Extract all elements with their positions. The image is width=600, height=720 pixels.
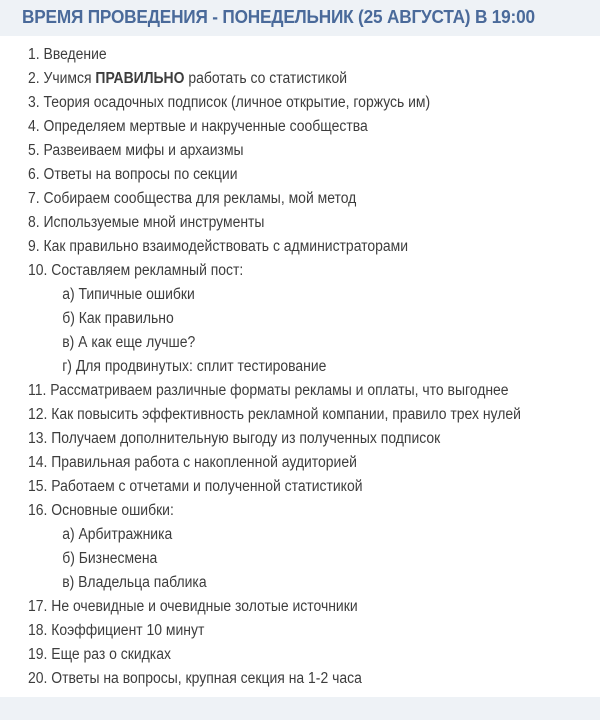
item-prefix: 18.: [28, 622, 52, 639]
header-bar: [0, 0, 600, 36]
item-text: Теория осадочных подписок (личное открытие, горжусь им): [43, 94, 431, 111]
item-text: Для продвинутых: сплит тестирование: [75, 358, 327, 375]
item-emphasis: ПРАВИЛЬНО: [95, 70, 185, 87]
item-prefix: 5.: [28, 142, 44, 159]
agenda-item: [28, 475, 541, 499]
item-prefix: 3.: [28, 94, 44, 111]
agenda-item: [28, 643, 541, 667]
item-text: Не очевидные и очевидные золотые источники: [51, 598, 358, 615]
agenda-item: [28, 451, 541, 475]
item-prefix: 7.: [28, 190, 44, 207]
item-prefix: в): [62, 334, 79, 351]
item-text: работать со статистикой: [184, 70, 348, 87]
item-prefix: 8.: [28, 214, 44, 231]
item-prefix: 16.: [28, 502, 52, 519]
item-prefix: а): [62, 286, 79, 303]
item-text: Как правильно взаимодействовать с администраторами: [43, 238, 409, 255]
agenda-item: [28, 163, 541, 187]
agenda-subitem: [28, 283, 541, 307]
item-text: Основные ошибки:: [51, 502, 174, 519]
agenda-subitem: [28, 331, 541, 355]
item-text: Владельца паблика: [78, 574, 207, 591]
item-prefix: а): [62, 526, 79, 543]
item-text: Рассматриваем различные форматы рекламы и оплаты, что выгоднее: [50, 382, 509, 399]
item-prefix: 11.: [28, 382, 51, 399]
item-prefix: 20.: [28, 670, 52, 687]
item-prefix: б): [62, 310, 79, 327]
item-prefix: 13.: [28, 430, 52, 447]
item-text: Используемые мной инструменты: [43, 214, 265, 231]
item-prefix: 10.: [28, 262, 52, 279]
item-text: Ответы на вопросы, крупная секция на 1-2 часа: [51, 670, 362, 687]
item-text: Развеиваем мифы и архаизмы: [43, 142, 244, 159]
item-prefix: 9.: [28, 238, 44, 255]
footer-bar: [0, 697, 600, 720]
agenda-item: [28, 139, 541, 163]
item-prefix: 17.: [28, 598, 52, 615]
agenda-item: [28, 115, 541, 139]
agenda-item: [28, 211, 541, 235]
item-text: Как повысить эффективность рекламной компании, правило трех нулей: [51, 406, 521, 423]
item-prefix: 19.: [28, 646, 52, 663]
agenda-item: [28, 499, 541, 523]
item-text: Бизнесмена: [78, 550, 158, 567]
item-text: Собираем сообщества для рекламы, мой метод: [43, 190, 357, 207]
agenda-item: [28, 235, 541, 259]
item-text: А как еще лучше?: [78, 334, 196, 351]
item-prefix: 6.: [28, 166, 44, 183]
agenda-subitem: [28, 307, 541, 331]
agenda-item: [28, 619, 541, 643]
agenda-subitem: [28, 547, 541, 571]
item-prefix: 14.: [28, 454, 52, 471]
agenda-item: [28, 403, 541, 427]
item-text: Арбитражника: [78, 526, 173, 543]
item-text: Введение: [43, 46, 107, 63]
agenda-item: [28, 43, 541, 67]
item-prefix: в): [62, 574, 79, 591]
agenda-subitem: [28, 355, 541, 379]
item-text: Составляем рекламный пост:: [51, 262, 244, 279]
item-prefix: 4.: [28, 118, 44, 135]
agenda-item: [28, 667, 541, 691]
agenda-item: [28, 259, 541, 283]
item-prefix: г): [62, 358, 76, 375]
agenda-item: [28, 91, 541, 115]
item-text: Как правильно: [78, 310, 174, 327]
agenda-item: [28, 187, 541, 211]
agenda-item: [28, 595, 541, 619]
item-text: Коэффициент 10 минут: [51, 622, 205, 639]
item-text: Определяем мертвые и накрученные сообщества: [43, 118, 368, 135]
item-prefix: 2. Учимся: [28, 70, 96, 87]
item-text: Ответы на вопросы по секции: [43, 166, 238, 183]
item-text: Получаем дополнительную выгоду из полученных подписок: [51, 430, 441, 447]
agenda-subitem: [28, 523, 541, 547]
item-prefix: 15.: [28, 478, 52, 495]
agenda-item: [28, 379, 541, 403]
agenda-item: [28, 67, 541, 91]
item-text: Работаем с отчетами и полученной статистикой: [51, 478, 363, 495]
item-text: Типичные ошибки: [78, 286, 195, 303]
item-prefix: 1.: [28, 46, 44, 63]
agenda-subitem: [28, 571, 541, 595]
item-text: Еще раз о скидках: [51, 646, 171, 663]
item-prefix: б): [62, 550, 79, 567]
agenda-item: [28, 427, 541, 451]
schedule-title: ВРЕМЯ ПРОВЕДЕНИЯ - ПОНЕДЕЛЬНИК (25 АВГУСТА) В 19:00: [22, 6, 535, 27]
item-prefix: 12.: [28, 406, 52, 423]
agenda-list: [28, 43, 598, 691]
item-text: Правильная работа с накопленной аудиторией: [51, 454, 357, 471]
